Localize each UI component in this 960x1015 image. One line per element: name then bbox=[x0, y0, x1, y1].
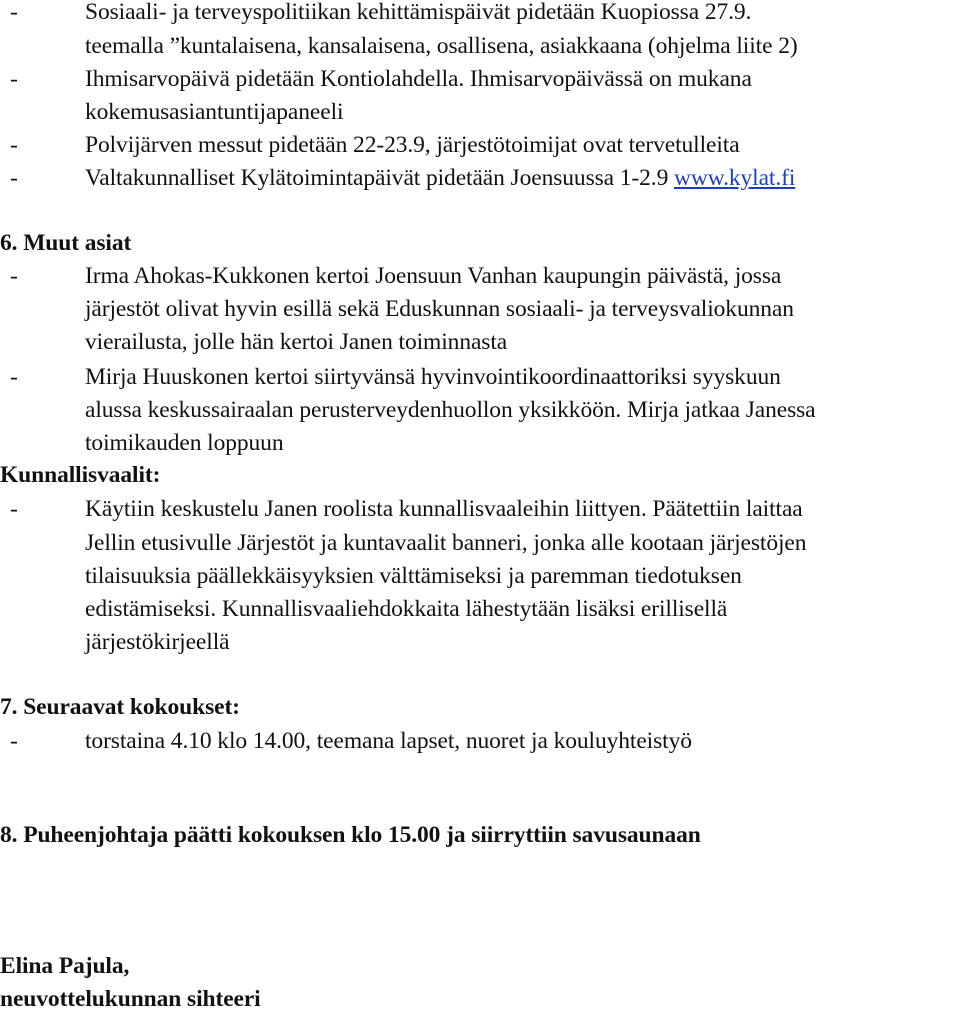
bullet-dash: - bbox=[10, 66, 18, 92]
bullet-dash: - bbox=[10, 728, 18, 754]
list-item-text: Irma Ahokas-Kukkonen kertoi Joensuun Vanhan kaupungin päivästä, jossa bbox=[85, 263, 782, 289]
bullet-dash: - bbox=[10, 263, 18, 289]
list-item-text: torstaina 4.10 klo 14.00, teemana lapset, nuoret ja kouluyhteistyö bbox=[85, 728, 692, 754]
section-heading-7: 7. Seuraavat kokoukset: bbox=[0, 694, 240, 720]
list-item-text: Polvijärven messut pidetään 22-23.9, järjestötoimijat ovat tervetulleita bbox=[85, 132, 740, 158]
signature-title: neuvottelukunnan sihteeri bbox=[0, 986, 261, 1012]
list-item-text: toimikauden loppuun bbox=[85, 430, 284, 456]
list-item-text: Sosiaali- ja terveyspolitiikan kehittämispäivät pidetään Kuopiossa 27.9. bbox=[85, 0, 752, 25]
list-item-text: Valtakunnalliset Kylätoimintapäivät pidetään Joensuussa 1-2.9 bbox=[85, 165, 674, 191]
list-item-text: tilaisuuksia päällekkäisyyksien välttämiseksi ja paremman tiedotuksen bbox=[85, 563, 742, 589]
signature-name: Elina Pajula, bbox=[0, 953, 130, 979]
list-item-text: Jellin etusivulle Järjestöt ja kuntavaalit banneri, jonka alle kootaan järjestöjen bbox=[85, 530, 807, 556]
list-item-text: edistämiseksi. Kunnallisvaaliehdokkaita lähestytään lisäksi erillisellä bbox=[85, 596, 728, 622]
subheading-kunnallisvaalit: Kunnallisvaalit: bbox=[0, 462, 161, 488]
list-item-text-with-link bbox=[85, 162, 795, 194]
bullet-dash: - bbox=[10, 496, 18, 522]
section-heading-6: 6. Muut asiat bbox=[0, 230, 132, 256]
list-item-text: Mirja Huuskonen kertoi siirtyvänsä hyvinvointikoordinaattoriksi syyskuun bbox=[85, 364, 781, 390]
bullet-dash: - bbox=[10, 0, 18, 25]
list-item-text: alussa keskussairaalan perusterveydenhuollon yksikköön. Mirja jatkaa Janessa bbox=[85, 397, 816, 423]
list-item-text: kokemusasiantuntijapaneeli bbox=[85, 99, 344, 125]
bullet-dash: - bbox=[10, 364, 18, 390]
list-item-text: teemalla ”kuntalaisena, kansalaisena, osallisena, asiakkaana (ohjelma liite 2) bbox=[85, 33, 798, 59]
list-item-text: järjestöt olivat hyvin esillä sekä Eduskunnan sosiaali- ja terveysvaliokunnan bbox=[85, 296, 794, 322]
kylat-link[interactable]: www.kylat.fi bbox=[674, 165, 796, 191]
bullet-dash: - bbox=[10, 132, 18, 158]
section-heading-8: 8. Puheenjohtaja päätti kokouksen klo 15.00 ja siirryttiin savusaunaan bbox=[0, 822, 701, 848]
bullet-dash: - bbox=[10, 165, 18, 191]
list-item-text: Ihmisarvopäivä pidetään Kontiolahdella. Ihmisarvopäivässä on mukana bbox=[85, 66, 752, 92]
list-item-text: järjestökirjeellä bbox=[85, 629, 230, 655]
list-item-text: Käytiin keskustelu Janen roolista kunnallisvaaleihin liittyen. Päätettiin laittaa bbox=[85, 496, 803, 522]
list-item-text: vierailusta, jolle hän kertoi Janen toiminnasta bbox=[85, 329, 508, 355]
